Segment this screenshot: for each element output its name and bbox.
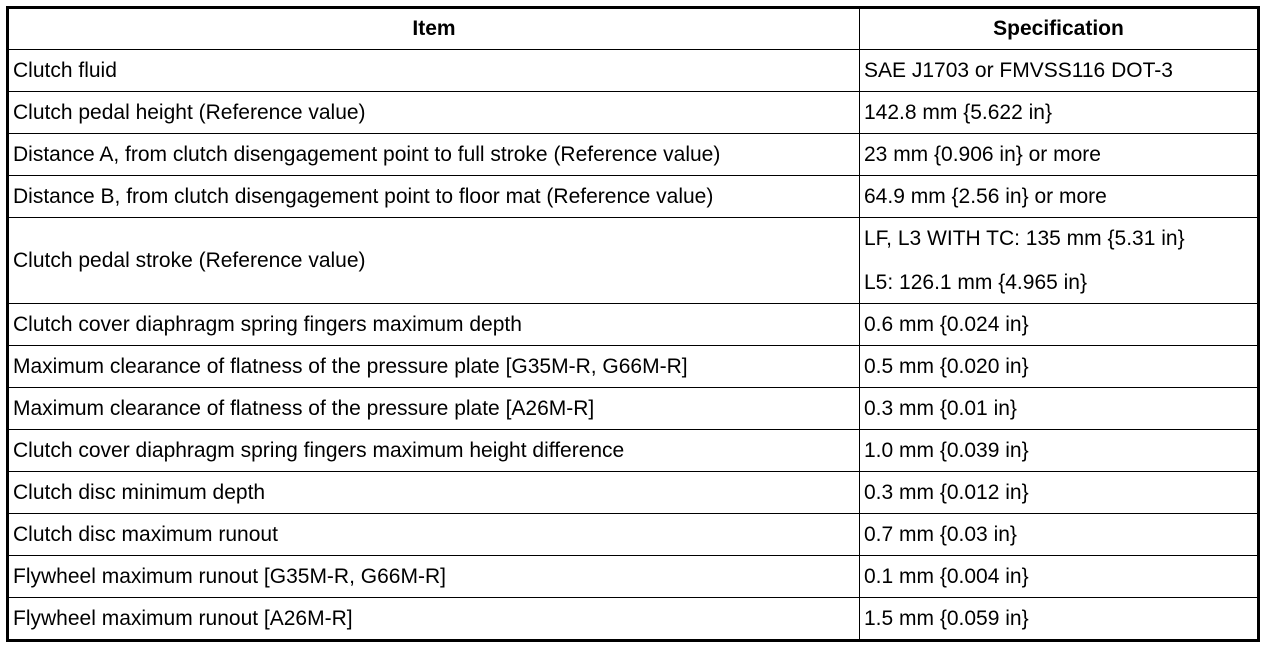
item-cell: Clutch disc maximum runout bbox=[8, 514, 860, 556]
table-row bbox=[8, 556, 1259, 598]
table-row bbox=[8, 514, 1259, 556]
specification-line: L5: 126.1 mm {4.965 in} bbox=[864, 270, 1087, 294]
item-cell: Maximum clearance of flatness of the pressure plate [A26M-R] bbox=[8, 388, 860, 430]
item-cell: Clutch cover diaphragm spring fingers maximum height difference bbox=[8, 430, 860, 472]
table-row bbox=[8, 218, 1259, 304]
specification-line: LF, L3 WITH TC: 135 mm {5.31 in} bbox=[864, 226, 1185, 250]
specification-cell: 64.9 mm {2.56 in} or more bbox=[860, 176, 1259, 218]
specification-cell: 0.3 mm {0.01 in} bbox=[860, 388, 1259, 430]
specification-table bbox=[6, 6, 1260, 642]
table-row bbox=[8, 134, 1259, 176]
table-row bbox=[8, 598, 1259, 641]
table-row bbox=[8, 92, 1259, 134]
item-cell: Flywheel maximum runout [G35M-R, G66M-R] bbox=[8, 556, 860, 598]
specification-cell: 0.3 mm {0.012 in} bbox=[860, 472, 1259, 514]
item-cell: Clutch pedal height (Reference value) bbox=[8, 92, 860, 134]
item-cell: Clutch disc minimum depth bbox=[8, 472, 860, 514]
item-cell: Distance B, from clutch disengagement point to floor mat (Reference value) bbox=[8, 176, 860, 218]
table-row bbox=[8, 388, 1259, 430]
table-row bbox=[8, 430, 1259, 472]
item-cell: Maximum clearance of flatness of the pressure plate [G35M-R, G66M-R] bbox=[8, 346, 860, 388]
item-cell: Clutch pedal stroke (Reference value) bbox=[8, 218, 860, 304]
item-cell: Clutch cover diaphragm spring fingers maximum depth bbox=[8, 304, 860, 346]
item-cell: Clutch fluid bbox=[8, 50, 860, 92]
table-row bbox=[8, 50, 1259, 92]
specification-cell: 1.5 mm {0.059 in} bbox=[860, 598, 1259, 641]
specification-cell: 0.1 mm {0.004 in} bbox=[860, 556, 1259, 598]
item-cell: Distance A, from clutch disengagement point to full stroke (Reference value) bbox=[8, 134, 860, 176]
specification-cell: SAE J1703 or FMVSS116 DOT-3 bbox=[860, 50, 1259, 92]
column-header-item: Item bbox=[8, 8, 860, 50]
specification-cell: 1.0 mm {0.039 in} bbox=[860, 430, 1259, 472]
specification-cell: 0.5 mm {0.020 in} bbox=[860, 346, 1259, 388]
table-row bbox=[8, 176, 1259, 218]
table-body bbox=[8, 50, 1259, 641]
specification-cell bbox=[860, 218, 1259, 304]
table-row bbox=[8, 346, 1259, 388]
specification-cell: 0.6 mm {0.024 in} bbox=[860, 304, 1259, 346]
specification-cell: 23 mm {0.906 in} or more bbox=[860, 134, 1259, 176]
specification-cell: 142.8 mm {5.622 in} bbox=[860, 92, 1259, 134]
specification-cell: 0.7 mm {0.03 in} bbox=[860, 514, 1259, 556]
column-header-specification: Specification bbox=[860, 8, 1259, 50]
table-header-row bbox=[8, 8, 1259, 50]
item-cell: Flywheel maximum runout [A26M-R] bbox=[8, 598, 860, 641]
table-row bbox=[8, 304, 1259, 346]
table-row bbox=[8, 472, 1259, 514]
